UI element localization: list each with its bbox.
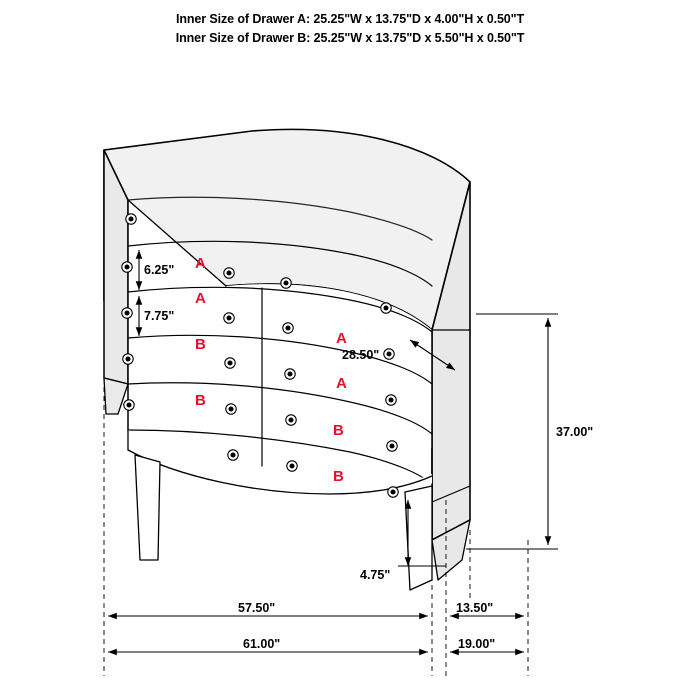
dim-drawer-b-height: 7.75" xyxy=(144,309,175,323)
leg-front-left xyxy=(135,455,160,560)
drawer-label-b3: B xyxy=(333,422,344,439)
dim-front-width: 57.50" xyxy=(238,601,276,615)
leg-front-right xyxy=(405,486,432,590)
drawer-label-a1: A xyxy=(195,255,206,272)
drawer-label-a4: A xyxy=(336,375,347,392)
dim-top-depth: 28.50" xyxy=(342,348,380,362)
drawer-label-b4: B xyxy=(333,468,344,485)
leg-back-left xyxy=(104,378,128,414)
dim-drawer-a-height: 6.25" xyxy=(144,263,175,277)
dim-total-width: 61.00" xyxy=(243,637,281,651)
dim-leg-height: 4.75" xyxy=(360,568,391,582)
dim-total-depth: 19.00" xyxy=(458,637,496,651)
dim-side-width: 13.50" xyxy=(456,601,494,615)
drawer-label-a3: A xyxy=(336,330,347,347)
drawer-a-spec-text: Inner Size of Drawer A: 25.25"W x 13.75"D x 4.00"H x 0.50"T xyxy=(175,12,525,26)
dim-overall-height: 37.00" xyxy=(556,425,594,439)
drawer-label-b1: B xyxy=(195,336,206,353)
drawer-label-a2: A xyxy=(195,290,206,307)
drawer-b-spec-text: Inner Size of Drawer B: 25.25"W x 13.75"D x 5.50"H x 0.50"T xyxy=(175,31,525,45)
drawer-label-b2: B xyxy=(195,392,206,409)
